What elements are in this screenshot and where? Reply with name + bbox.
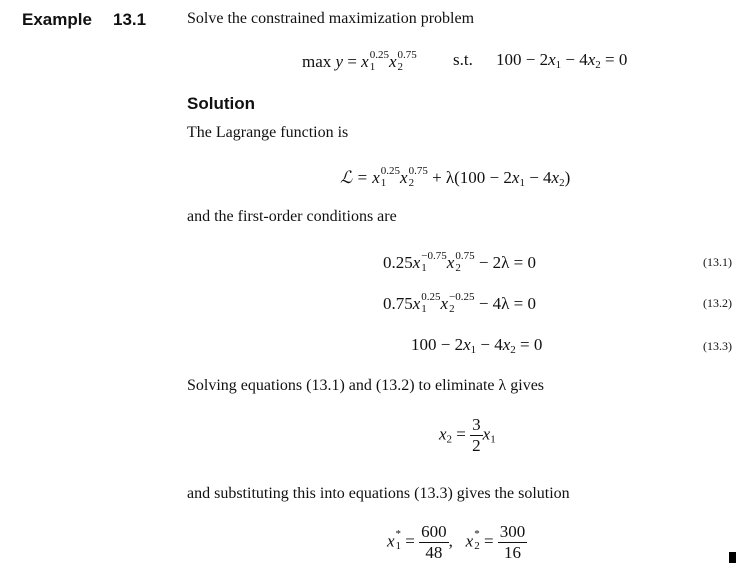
equation-number-13-2: (13.2) (703, 296, 732, 310)
foc-equation-3: $100 - 2x_1 - 4x_2 = 0$ (411, 335, 543, 356)
foc-equation-1: 0.25x −0.75 1 x 0.75 2 − 2λ = 0 (383, 250, 536, 274)
foc-intro: and the first-order conditions are (187, 208, 397, 225)
lagrange-intro: The Lagrange function is (187, 124, 349, 141)
solution-heading: Solution (187, 94, 255, 113)
lagrange-equation: ℒ = x 0.25 1 x 0.75 2 + $\lambda(100 - 2x_1 - 4x_2)$ (340, 165, 571, 189)
end-marker (729, 552, 736, 563)
ratio-equation: $x_2$ = $\frac{3}{2}$ $x_1$ (439, 415, 496, 455)
solution-equation: x * 1 = $\frac{600}{48}$ , x * 2 = $\frac{300}{16}$ (387, 522, 526, 562)
equation-number-13-1: (13.1) (703, 255, 732, 269)
such-that-label: s.t. (453, 50, 473, 69)
equation-number-13-3: (13.3) (703, 339, 732, 353)
constraint-equation: $100 - 2x_1 - 4x_2 = 0$ (496, 50, 628, 71)
example-label: Example (22, 10, 92, 29)
example-number: 13.1 (113, 10, 147, 29)
problem-statement: Solve the constrained maximization problem (187, 10, 475, 27)
eliminate-text: Solving equations (13.1) and (13.2) to eliminate λ gives (187, 377, 545, 394)
foc-equation-2: 0.75x 0.25 1 x −0.25 2 − 4λ = 0 (383, 291, 536, 315)
substitution-text: and substituting this into equations (13.3) gives the solution (187, 485, 570, 502)
objective-equation: max y = x 0.25 1 x 0.75 2 (302, 49, 417, 73)
